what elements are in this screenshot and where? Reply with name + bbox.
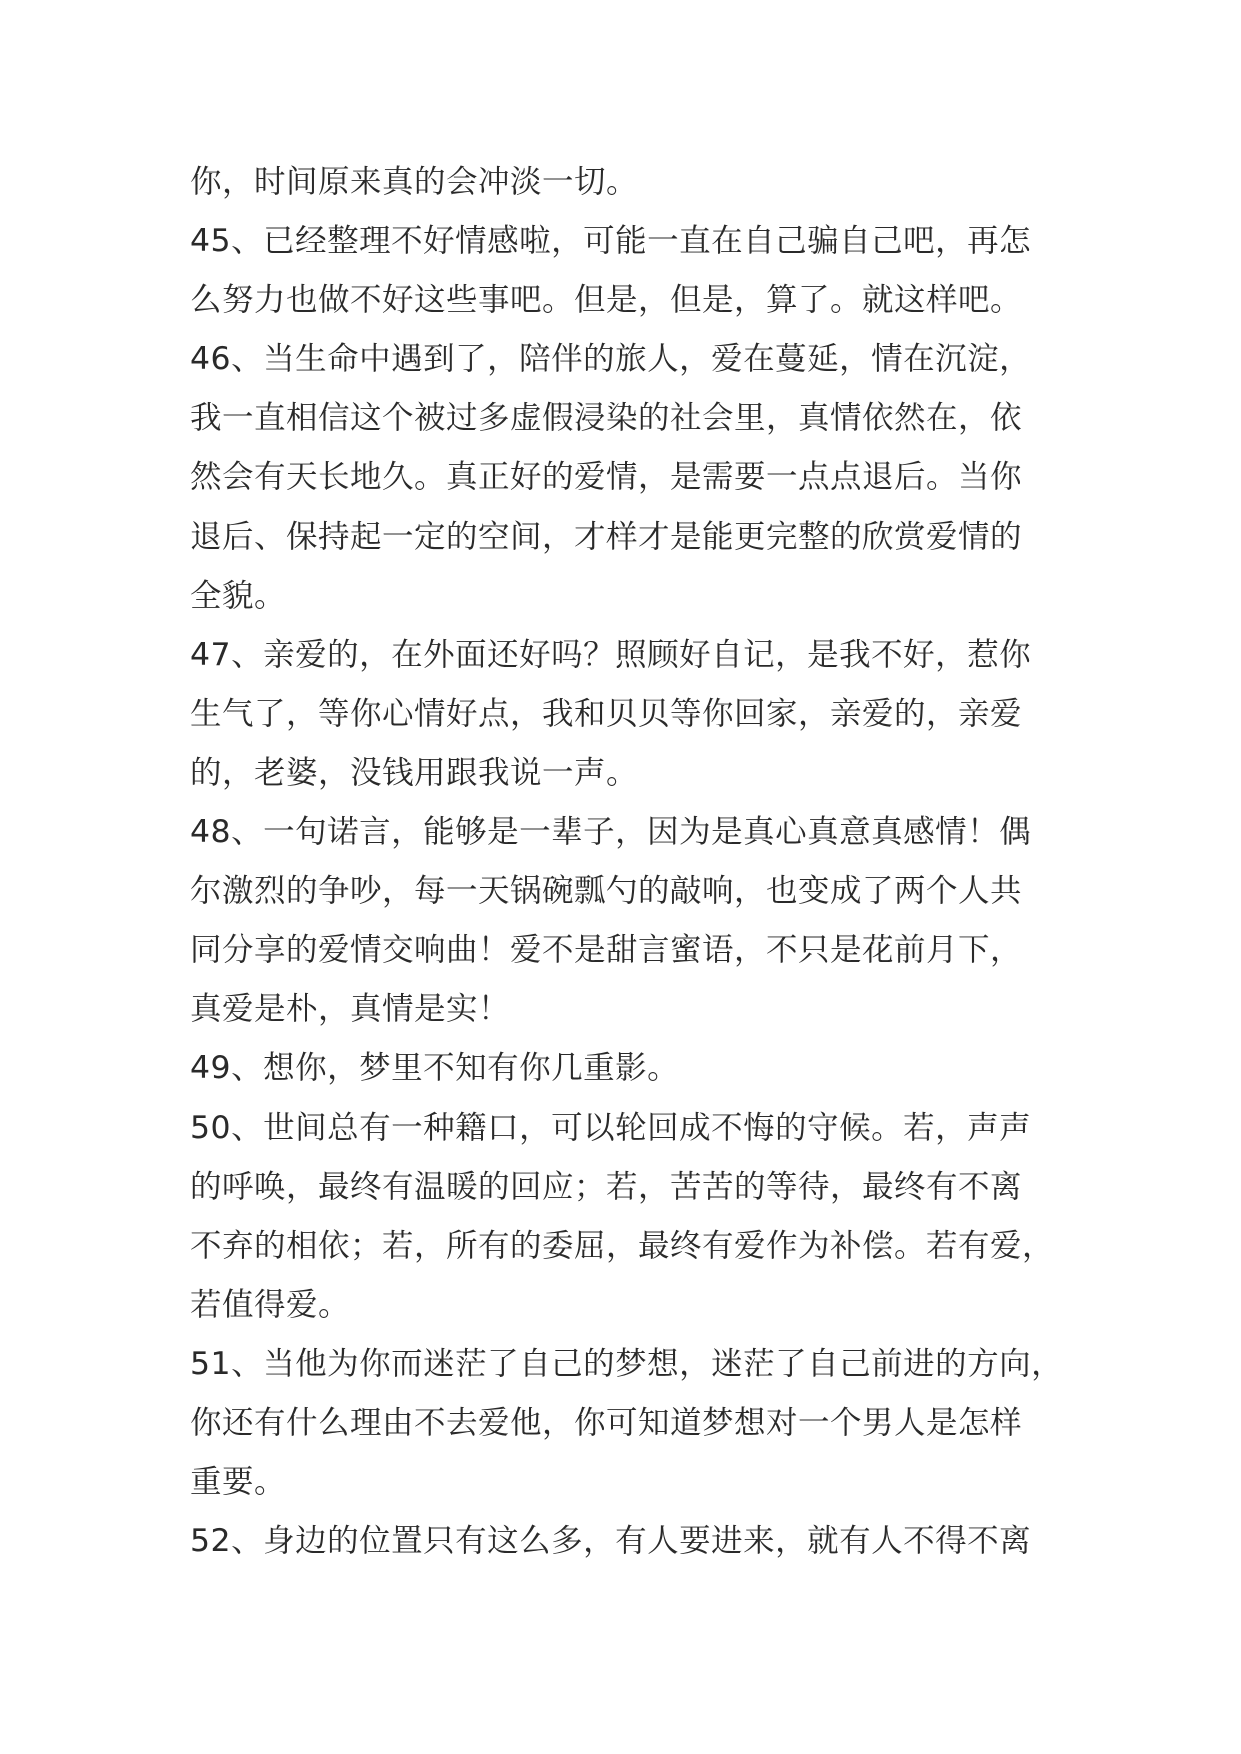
text-line: 真爱是朴，真情是实！ — [190, 991, 511, 1028]
text-line: 46、当生命中遇到了，陪伴的旅人，爱在蔓延，情在沉淀， — [190, 341, 1032, 378]
text-line: 然会有天长地久。真正好的爱情，是需要一点点退后。当你 — [190, 459, 1023, 496]
text-line: 生气了，等你心情好点，我和贝贝等你回家，亲爱的，亲爱 — [190, 695, 1023, 732]
text-line: 51、当他为你而迷茫了自己的梦想，迷茫了自己前进的方向， — [190, 1345, 1064, 1382]
text-line: 的呼唤，最终有温暖的回应；若，苦苦的等待，最终有不离 — [190, 1168, 1023, 1205]
text-line: 45、已经整理不好情感啦，可能一直在自己骗自己吧，再怎 — [190, 223, 1032, 260]
text-line: 你，时间原来真的会冲淡一切。 — [190, 164, 639, 200]
text-line: 么努力也做不好这些事吧。但是，但是，算了。就这样吧。 — [190, 282, 1023, 319]
text-line: 49、想你，梦里不知有你几重影。 — [190, 1050, 680, 1087]
text-line: 48、一句诺言，能够是一辈子，因为是真心真意真感情！偶 — [190, 814, 1032, 851]
text-line: 的，老婆，没钱用跟我说一声。 — [190, 754, 639, 791]
text-line: 47、亲爱的，在外面还好吗？照顾好自记，是我不好，惹你 — [190, 636, 1032, 673]
text-line: 全貌。 — [190, 577, 287, 614]
text-line: 我一直相信这个被过多虚假浸染的社会里，真情依然在，依 — [190, 400, 1023, 437]
text-line: 你还有什么理由不去爱他，你可知道梦想对一个男人是怎样 — [190, 1404, 1023, 1441]
text-line: 50、世间总有一种籍口，可以轮回成不悔的守候。若，声声 — [190, 1109, 1032, 1146]
text-line: 尔激烈的争吵，每一天锅碗瓢勺的敲响，也变成了两个人共 — [190, 873, 1023, 910]
text-line: 不弃的相依；若，所有的委屈，最终有爱作为补偿。若有爱， — [190, 1227, 1055, 1264]
text-line: 同分享的爱情交响曲！爱不是甜言蜜语，不只是花前月下， — [190, 932, 1023, 969]
text-line: 重要。 — [190, 1464, 287, 1501]
text-line: 退后、保持起一定的空间，才样才是能更完整的欣赏爱情的 — [190, 518, 1023, 555]
text-line: 若值得爱。 — [190, 1286, 351, 1323]
text-line: 52、身边的位置只有这么多，有人要进来，就有人不得不离 — [190, 1523, 1032, 1560]
document-body — [190, 153, 1070, 1571]
